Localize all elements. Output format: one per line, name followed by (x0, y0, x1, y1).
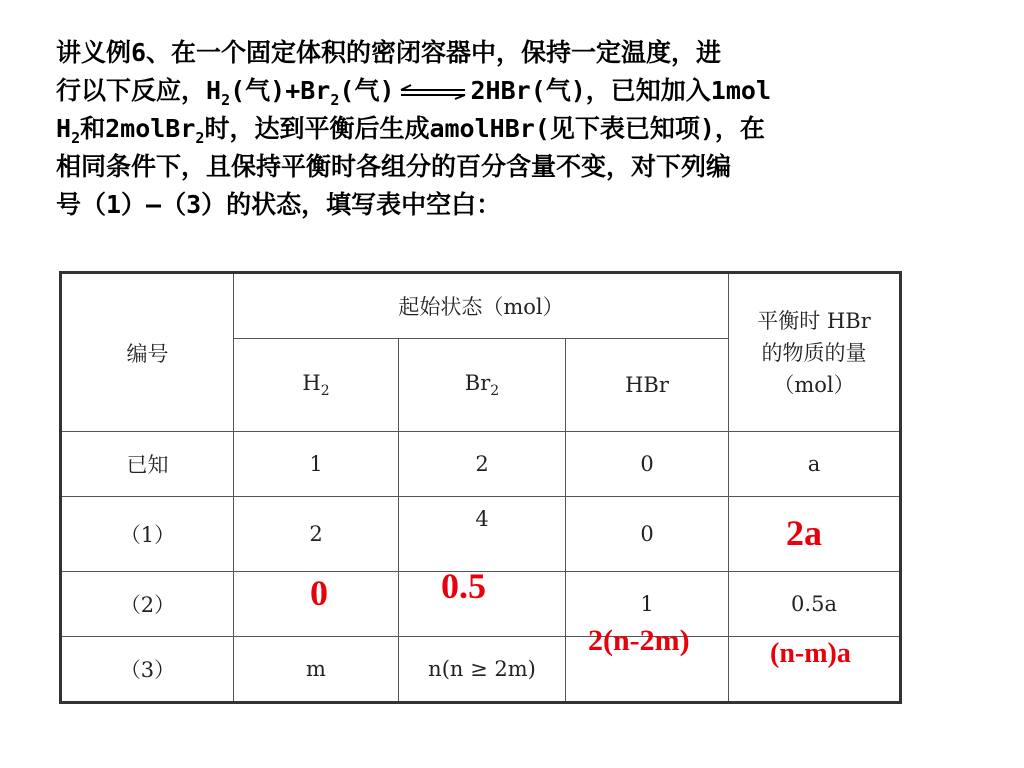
problem-line-5: 号（1）—（3）的状态，填写表中空白： (56, 190, 502, 219)
header-br2: $Br_2$ (399, 339, 566, 432)
row-label: （1） (61, 497, 234, 572)
header-equilibrium-hbr: 平衡时 HBr 的物质的量 （mol） (729, 273, 901, 432)
cell-hbr: 0 (566, 497, 729, 572)
problem-text (56, 34, 986, 224)
state-table (59, 271, 899, 682)
row-label: 已知 (61, 432, 234, 497)
problem-line-3: $H_2$和2molBr$_2$时，达到平衡后生成amolHBr(见下表已知项)，在 (56, 114, 765, 147)
table-row (61, 432, 901, 497)
cell-h2: m (234, 637, 399, 703)
cell-br2: 2 (399, 432, 566, 497)
header-initial-state: 起始状态（mol） (234, 273, 729, 339)
cell-h2: 2 (234, 497, 399, 572)
answer-row2-br2: 0.5 (441, 566, 486, 606)
cell-eq: 0.5a (729, 572, 901, 637)
problem-line-1: 讲义例6、在一个固定体积的密闭容器中，保持一定温度，进 (56, 38, 722, 67)
cell-br2: 4 (399, 497, 566, 572)
problem-line-4: 相同条件下，且保持平衡时各组分的百分含量不变，对下列编 (56, 152, 732, 181)
answer-row3-eq: (n-m)a (770, 638, 851, 669)
problem-line-2: 行以下反应，$H_2$(气)$+Br_2$(气) 2HBr(气)，已知加入1mol (56, 76, 772, 109)
cell-eq: a (729, 432, 901, 497)
row-label: （3） (61, 637, 234, 703)
header-h2: $H_2$ (234, 339, 399, 432)
cell-br2: n(n ≥ 2m) (399, 637, 566, 703)
row-label: （2） (61, 572, 234, 637)
cell-h2: 1 (234, 432, 399, 497)
answer-row2-h2: 0 (310, 573, 328, 613)
answer-row1-eq: 2a (786, 513, 822, 553)
header-hbr: HBr (566, 339, 729, 432)
header-number: 编号 (61, 273, 234, 432)
cell-hbr: 1 (566, 572, 729, 637)
answer-row3-hbr: 2(n-2m) (588, 624, 690, 657)
reversible-arrow-icon (399, 84, 467, 100)
cell-hbr: 0 (566, 432, 729, 497)
table-row (61, 497, 901, 572)
